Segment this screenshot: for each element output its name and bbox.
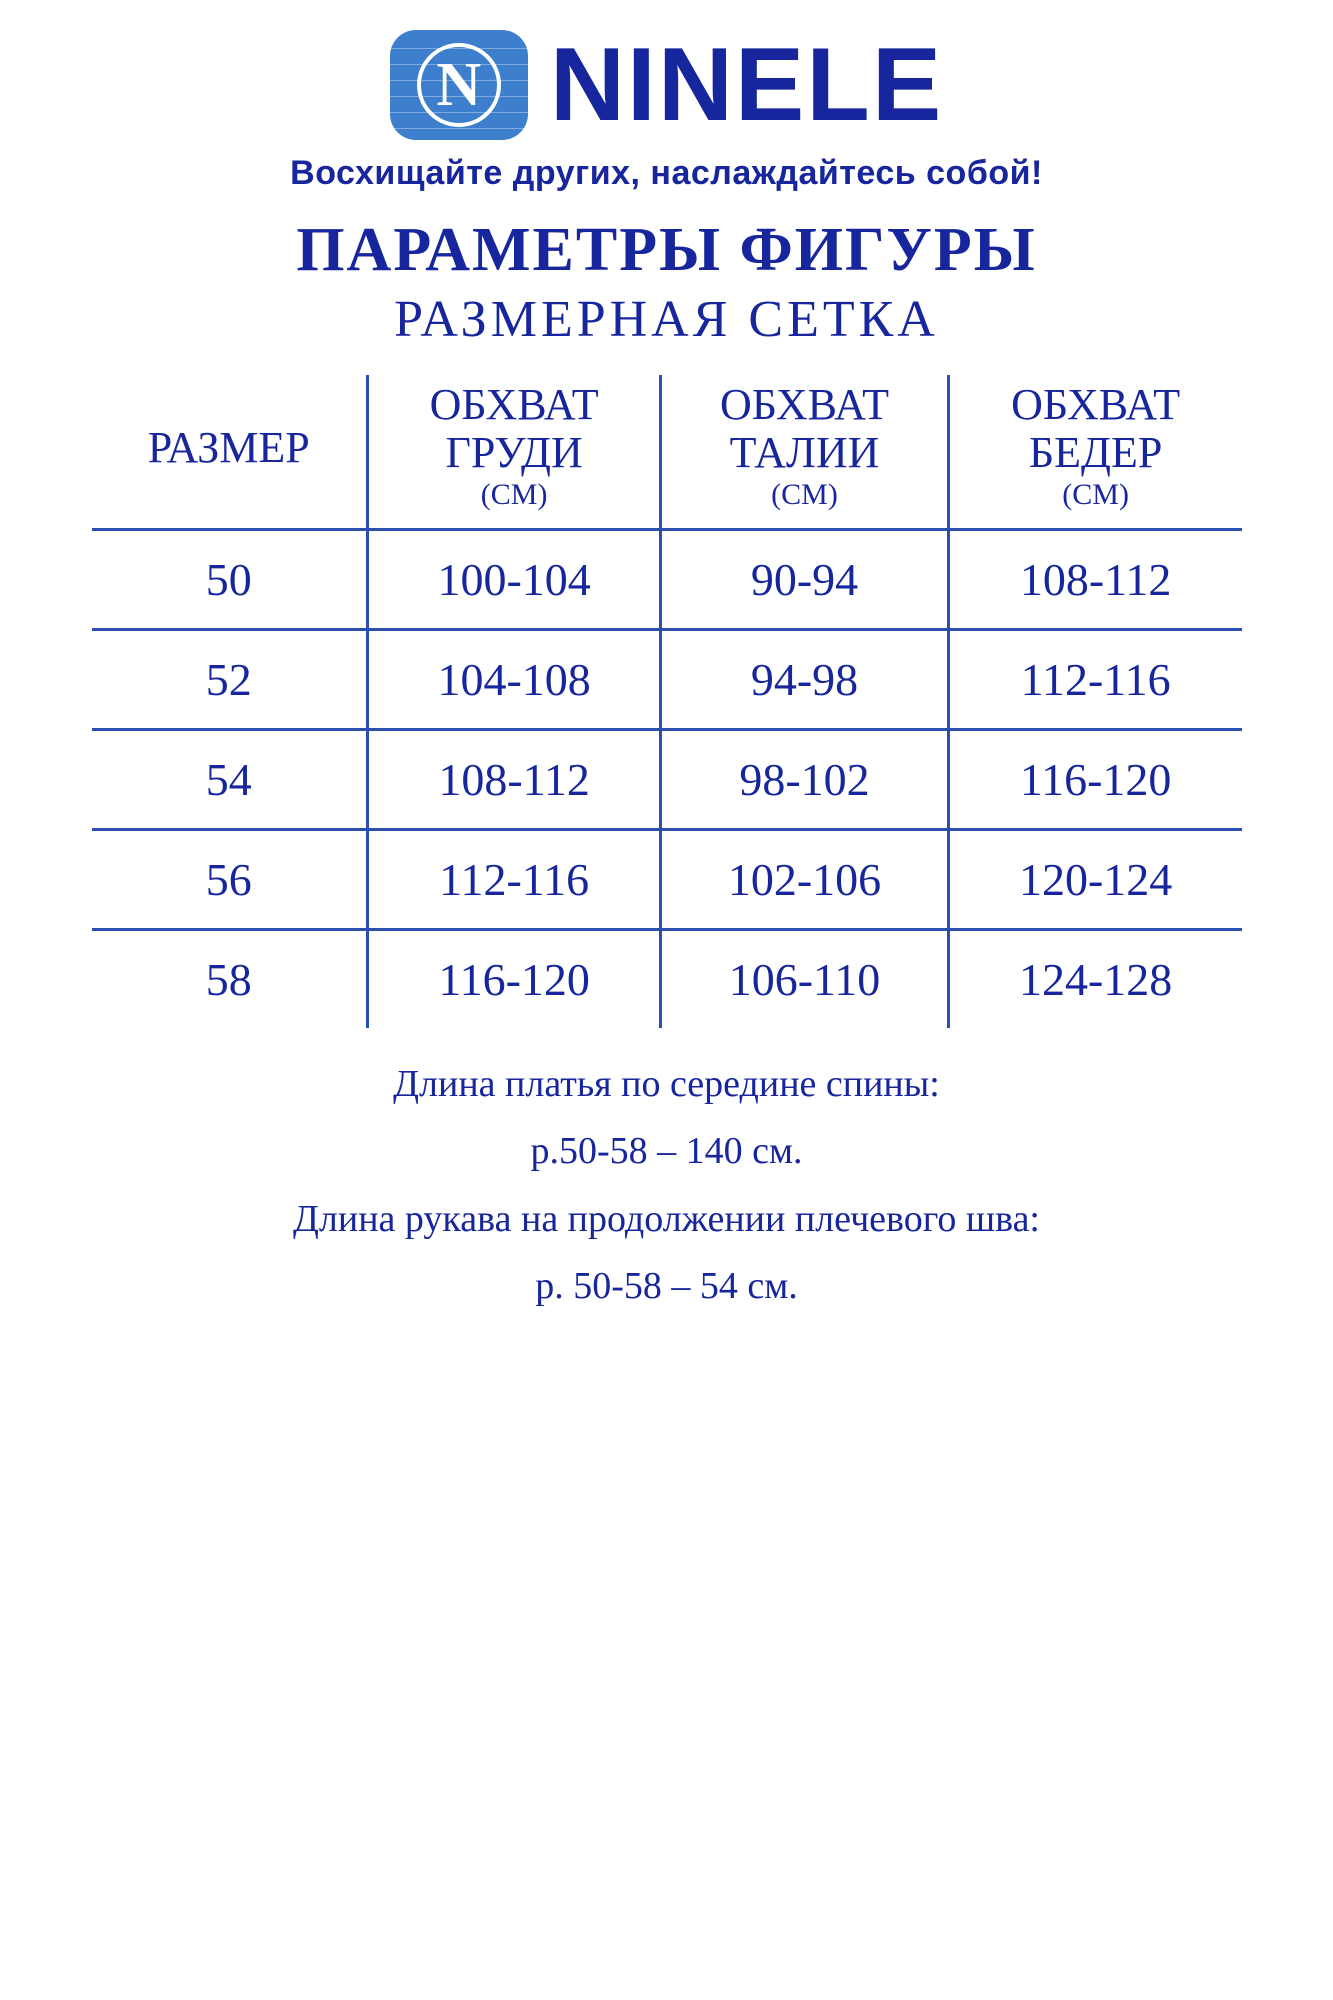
table-row <box>92 729 1242 829</box>
cell-size: 54 <box>92 729 368 829</box>
cell-chest: 112-116 <box>368 829 661 929</box>
column-header-waist-line2: ТАЛИИ <box>729 427 880 477</box>
cell-waist: 106-110 <box>661 929 949 1028</box>
table-row <box>92 529 1242 629</box>
brand-wordmark: NINELE <box>549 27 944 143</box>
cell-waist: 98-102 <box>661 729 949 829</box>
cell-size: 56 <box>92 829 368 929</box>
cell-waist: 94-98 <box>661 629 949 729</box>
brand-header <box>0 0 1333 193</box>
cell-chest: 108-112 <box>368 729 661 829</box>
cell-waist: 90-94 <box>661 529 949 629</box>
column-header-waist-line1: ОБХВАТ <box>719 380 890 429</box>
cell-chest: 116-120 <box>368 929 661 1028</box>
column-header-hips-unit: (СМ) <box>1062 478 1129 512</box>
table-row <box>92 829 1242 929</box>
column-header-waist-unit: (СМ) <box>771 478 838 512</box>
cell-hips: 116-120 <box>948 729 1241 829</box>
column-header-hips <box>948 375 1241 529</box>
note-dress-length-label: Длина платья по середине спины: <box>393 1062 940 1105</box>
cell-chest: 104-108 <box>368 629 661 729</box>
size-grid-table <box>92 375 1242 1028</box>
brand-row <box>0 27 1333 143</box>
cell-waist: 102-106 <box>661 829 949 929</box>
column-header-size <box>92 375 368 529</box>
column-header-hips-line1: ОБХВАТ <box>1011 380 1181 429</box>
table-body <box>92 529 1242 1028</box>
table-head <box>92 375 1242 529</box>
page-title: ПАРАМЕТРЫ ФИГУРЫ <box>296 216 1037 284</box>
cell-size: 52 <box>92 629 368 729</box>
column-header-chest-line1: ОБХВАТ <box>429 380 599 429</box>
note-sleeve-length-value: р. 50-58 – 54 см. <box>535 1265 798 1308</box>
note-sleeve-length-label: Длина рукава на продолжении плечевого шва: <box>293 1197 1040 1240</box>
cell-hips: 120-124 <box>948 829 1241 929</box>
notes-section <box>0 1062 1333 1310</box>
cell-hips: 112-116 <box>948 629 1241 729</box>
cell-size: 58 <box>205 953 252 1005</box>
cell-chest: 100-104 <box>368 529 661 629</box>
logo-letter: N <box>436 51 482 119</box>
cell-hips: 124-128 <box>948 929 1241 1028</box>
column-header-hips-line2: БЕДЕР <box>1028 427 1163 477</box>
note-dress-length-value: р.50-58 – 140 см. <box>530 1130 803 1173</box>
table-header-row <box>92 375 1242 529</box>
column-header-chest <box>368 375 661 529</box>
column-header-chest-unit: (СМ) <box>480 478 548 512</box>
brand-tagline: Восхищайте других, наслаждайтесь собой! <box>290 154 1043 192</box>
cell-hips: 108-112 <box>948 529 1241 629</box>
column-header-waist <box>661 375 949 529</box>
table-row <box>92 929 1242 1028</box>
column-header-size-line1: РАЗМЕР <box>147 422 310 472</box>
table-row <box>92 629 1242 729</box>
page-subtitle: РАЗМЕРНАЯ СЕТКА <box>394 291 939 348</box>
size-table-wrapper <box>92 375 1242 1028</box>
cell-size: 50 <box>92 529 368 629</box>
column-header-chest-line2: ГРУДИ <box>445 427 583 477</box>
ninele-monogram-icon <box>390 30 528 140</box>
